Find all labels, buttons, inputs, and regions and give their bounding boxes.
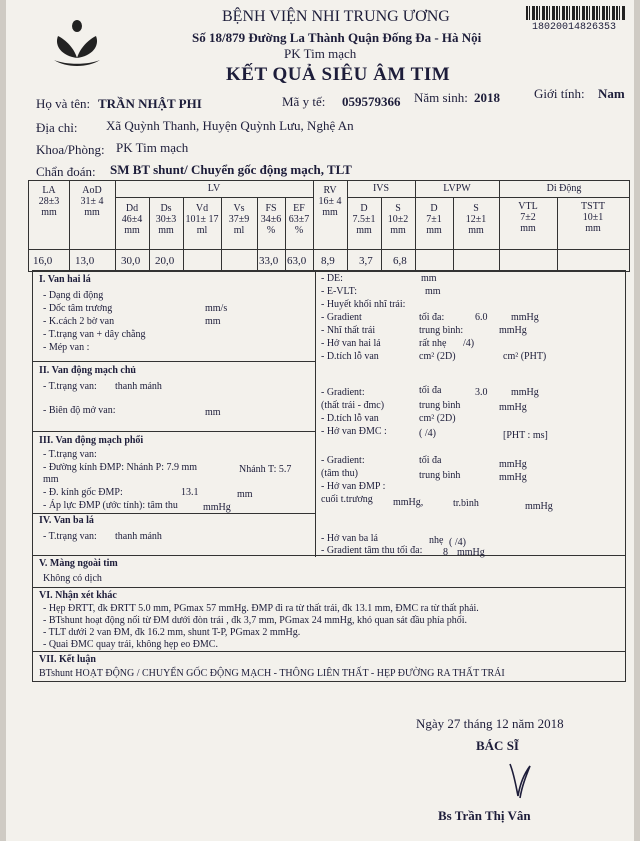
r1-de-label: - DE: (321, 273, 343, 284)
r1-evlt-label: - E-VLT: (321, 286, 358, 297)
r1-gradient-value: 6.0 (475, 312, 488, 323)
hospital-logo (46, 18, 108, 68)
s6-line-4: - Quai ĐMC quay trái, không hẹp eo ĐMC. (43, 639, 218, 650)
section-6-title: VI. Nhận xét khác (39, 590, 117, 601)
ds-value: 20,0 (155, 255, 175, 267)
r1-cm2pht: cm² (PHT) (503, 351, 547, 362)
section-7-title: VII. Kết luận (39, 654, 96, 665)
barcode (526, 6, 626, 20)
patient-dept: PK Tim mạch (116, 140, 189, 155)
gender-label: Giới tính: (534, 86, 585, 101)
vd-header: Vd 101± 17 ml (185, 203, 219, 236)
didong-group-header: Di Động (546, 183, 582, 194)
r2-gradient-unit: mmHg (511, 387, 539, 398)
r1-trungbinh-unit: mmHg (499, 325, 527, 336)
r2-ho-label: - Hở van ĐMC : (321, 426, 387, 437)
tstt-header: TSTT 10±1 mm (581, 201, 605, 234)
patient-id: 059579366 (342, 94, 401, 109)
r3-cuoi-label: cuối t.trương (321, 494, 373, 505)
r1-trungbinh-label: trung bình: (419, 325, 464, 336)
r1-nhi-label: - Nhĩ thất trái (321, 325, 376, 336)
r4-gradient-unit: mmHg (457, 547, 485, 558)
s3-ttrang-label: - T.trạng van: (43, 449, 97, 460)
r2-cm2d: cm² (2D) (419, 413, 456, 424)
r1-gradient-label: - Gradient (321, 312, 362, 323)
diagnosis-value: SM BT shunt/ Chuyển gốc động mạch, TLT (110, 162, 352, 177)
r1-toida-label: tối đa: (419, 312, 445, 323)
ds-header: Ds 30±3 mm (155, 203, 177, 236)
s3-dk-unit: mm (237, 489, 253, 500)
name-label: Họ và tên: (36, 96, 91, 111)
s2-bien-unit: mm (205, 407, 221, 418)
r1-evlt-unit: mm (425, 286, 441, 297)
s1-doc-unit: mm/s (205, 303, 228, 314)
r4-ho-label: - Hở van ba lá (321, 533, 378, 544)
r3-gradient-label: - Gradient: (321, 455, 365, 466)
s1-kcach-unit: mm (205, 316, 221, 327)
s1-mep-label: - Mép van : (43, 342, 90, 353)
report-date: Ngày 27 tháng 12 năm 2018 (416, 716, 564, 731)
report-paper (6, 0, 634, 841)
lv-group-header: LV (207, 183, 221, 194)
r1-gradient-unit: mmHg (511, 312, 539, 323)
hospital-name: BỆNH VIỆN NHI TRUNG ƯƠNG (222, 8, 450, 25)
r1-dtich-label: - D.tích lỗ van (321, 351, 379, 362)
vtl-header: VTL 7±2 mm (518, 201, 538, 234)
r1-ho-label: - Hở van hai lá (321, 338, 381, 349)
birth-label: Năm sinh: (414, 90, 468, 105)
lvpw-group-header: LVPW (443, 183, 471, 194)
s1-doc-label: - Dốc tâm trương (43, 303, 113, 314)
patient-address: Xã Quỳnh Thanh, Huyện Quỳnh Lưu, Nghệ An (106, 118, 354, 133)
s3-dk-value: 13.1 (181, 487, 199, 498)
r3-trungbinh-label: trung bình (419, 470, 461, 481)
r1-huyet-label: - Huyết khối nhĩ trái: (321, 299, 406, 310)
s2-ttrang-label: - T.trạng van: (43, 381, 97, 392)
s3-dk-label: - Đ. kính gốc ĐMP: (43, 487, 123, 498)
r1-cm2d: cm² (2D) (419, 351, 456, 362)
s3-mm: mm (43, 474, 59, 485)
s1-dang-label: - Dạng di động (43, 290, 104, 301)
section-4-title: IV. Van ba lá (39, 515, 94, 526)
section-5-title: V. Màng ngoài tim (39, 558, 118, 569)
echo-measurement-table (28, 180, 630, 272)
aod-header: AoD 31± 4 mm (80, 185, 104, 218)
r4-gradient-label: - Gradient tâm thu tối đa: (321, 545, 423, 556)
section-2-title: II. Van động mạch chủ (39, 365, 136, 376)
doctor-title: BÁC SĨ (476, 738, 519, 753)
s3-aplu-label: - Áp lực ĐMP (ước tính): tâm thu (43, 500, 178, 511)
s3-nhanh-t: Nhánh T: 5.7 (239, 464, 292, 475)
r3-tamthu-label: (tâm thu) (321, 468, 358, 479)
s5-text: Không có dịch (43, 573, 102, 584)
r2-pht: [PHT : ms] (503, 430, 548, 441)
r2-ho-fraction: ( /4) (419, 428, 436, 439)
barcode-number: 18020014826353 (532, 22, 617, 33)
la-value: 16,0 (33, 255, 53, 267)
r1-ho-value: rất nhẹ (419, 338, 447, 349)
doctor-signature (504, 760, 534, 800)
s7-conclusion: BTshunt HOẠT ĐỘNG / CHUYỂN GỐC ĐỘNG MẠCH - THÔNG LIÊN THẤT - HẸP ĐƯỜNG RA THẤT TRÁI (39, 668, 505, 679)
dd-value: 30,0 (121, 255, 141, 267)
r4-ho-value: nhẹ (429, 535, 444, 546)
s1-kcach-label: - K.cách 2 bờ van (43, 316, 115, 327)
vs-header: Vs 37±9 ml (228, 203, 250, 236)
findings-box (32, 270, 626, 682)
hospital-address: Số 18/879 Đường La Thành Quận Đống Đa - Hà Nội (192, 30, 482, 45)
dd-header: Dd 46±4 mm (121, 203, 143, 236)
r2-toida-label: tối đa (419, 385, 442, 396)
ivs-s-value: 6,8 (393, 255, 407, 267)
r3-gradient-unit: mmHg (499, 459, 527, 470)
s4-ttrang-value: thanh mảnh (115, 531, 162, 542)
s3-aplu-unit: mmHg (203, 502, 231, 513)
fs-header: FS 34±6 % (260, 203, 282, 236)
ivs-group-header: IVS (372, 183, 390, 194)
r3-ho-label: - Hở van ĐMP : (321, 481, 386, 492)
clinic-name: PK Tim mạch (284, 46, 357, 61)
patient-birth: 2018 (474, 90, 500, 105)
doctor-name: Bs Trần Thị Vân (438, 808, 531, 823)
rv-value: 8,9 (321, 255, 335, 267)
aod-value: 13,0 (75, 255, 95, 267)
rv-header: RV 16± 4 mm (318, 185, 342, 218)
lvpw-s-header: S 12±1 mm (465, 203, 487, 236)
r2-gradient-label: - Gradient: (321, 387, 365, 398)
r2-that-label: (thất trái - đmc) (321, 400, 385, 411)
diagnosis-label: Chẩn đoán: (36, 164, 96, 179)
id-label: Mã y tế: (282, 94, 326, 109)
s1-ttrang-label: - T.trạng van + dây chằng (43, 329, 146, 340)
patient-name: TRẦN NHẬT PHI (98, 96, 202, 111)
r2-trungbinh-label: trung bình (419, 400, 461, 411)
r2-gradient-value: 3.0 (475, 387, 488, 398)
s2-bien-label: - Biên độ mở van: (43, 405, 116, 416)
ivs-s-header: S 10±2 mm (387, 203, 409, 236)
r4-gradient-value: 8 (443, 547, 448, 558)
r3-trungbinh-unit: mmHg (499, 472, 527, 483)
s6-line-1: - Hẹp ĐRTT, đk ĐRTT 5.0 mm, PGmax 57 mmHg. ĐMP đi ra từ thất trái, đk 13.1 mm, ĐMC ra từ thất phải. (43, 603, 479, 614)
s3-duong-label: - Đường kính ĐMP: Nhánh P: 7.9 mm (43, 462, 198, 473)
r4-ho-fraction: ( /4) (449, 537, 466, 548)
s6-line-3: - TLT dưới 2 van ĐM, đk 16.2 mm, shunt T-P, PGmax 2 mmHg. (43, 627, 301, 638)
address-label: Địa chỉ: (36, 120, 78, 135)
r1-ho-fraction: /4) (463, 338, 475, 349)
section-1-title: I. Van hai lá (39, 274, 91, 285)
r2-dtich-label: - D.tích lỗ van (321, 413, 379, 424)
s6-line-2: - BTshunt hoạt động nối từ ĐM dưới đòn trái , đk 3,7 mm, PGmax 24 mmHg, khó quan sát đầu phía phổi. (43, 615, 468, 626)
ivs-d-header: D 7.5±1 mm (352, 203, 376, 236)
r3-cuoi-unit: mmHg, (393, 497, 424, 508)
s4-ttrang-label: - T.trạng van: (43, 531, 97, 542)
la-header: LA 28±3 mm (38, 185, 60, 218)
r3-trbinh-label: tr.bình (453, 498, 479, 509)
report-title: KẾT QUẢ SIÊU ÂM TIM (226, 64, 451, 85)
s2-ttrang-value: thanh mảnh (115, 381, 162, 392)
ivs-d-value: 3,7 (359, 255, 373, 267)
r2-trungbinh-unit: mmHg (499, 402, 527, 413)
lvpw-d-header: D 7±1 mm (426, 203, 442, 236)
section-3-title: III. Van động mạch phổi (39, 435, 144, 446)
ef-header: EF 63±7 % (288, 203, 310, 236)
r3-toida-label: tối đa (419, 455, 442, 466)
patient-gender: Nam (598, 86, 625, 101)
fs-value: 33,0 (259, 255, 279, 267)
dept-label: Khoa/Phòng: (36, 142, 105, 157)
r3-trbinh-unit: mmHg (525, 501, 553, 512)
ef-value: 63,0 (287, 255, 307, 267)
r1-de-unit: mm (421, 273, 437, 284)
